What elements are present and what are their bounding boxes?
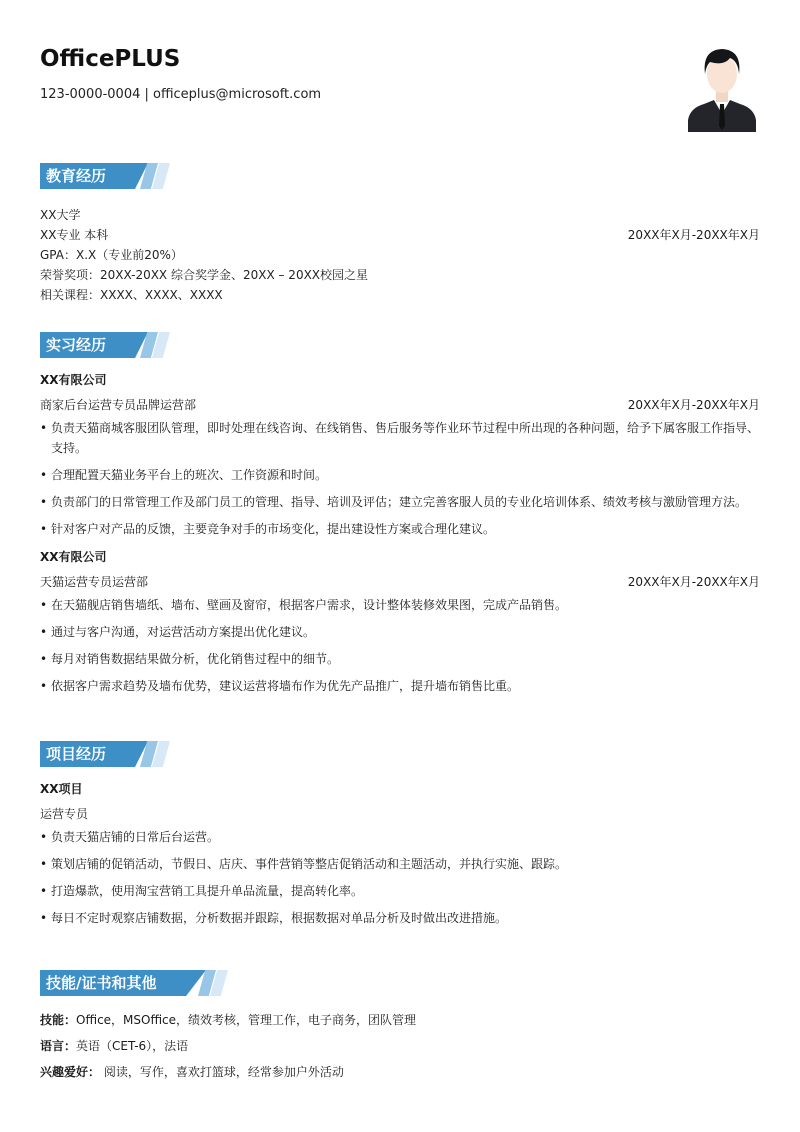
list-item: • 合理配置天猫业务平台上的班次、工作资源和时间。 <box>40 465 760 485</box>
list-item: • 每月对销售数据结果做分析，优化销售过程中的细节。 <box>40 649 760 669</box>
education-major-row <box>40 225 760 245</box>
job-date: 20XX年X月-20XX年X月 <box>627 398 760 412</box>
list-item: • 依据客户需求趋势及墙布优势，建议运营将墙布作为优先产品推广，提升墙布销售比重。 <box>40 676 760 696</box>
project-bullets <box>40 827 760 928</box>
section-header-internship <box>40 332 170 358</box>
gpa: GPA：X.X（专业前20%） <box>40 248 183 262</box>
language-value: 英语（CET-6），法语 <box>76 1039 189 1053</box>
list-item: • 通过与客户沟通，对运营活动方案提出优化建议。 <box>40 622 760 642</box>
avatar-photo <box>688 44 756 132</box>
project-section <box>40 741 760 935</box>
education-section <box>40 163 760 305</box>
internship-title: 实习经历 <box>46 336 107 354</box>
skills-row <box>40 1010 760 1030</box>
job-role: 天猫运营专员运营部 <box>40 575 149 589</box>
job-bullets <box>40 595 760 696</box>
project-title: 项目经历 <box>46 745 107 763</box>
school-name: XX大学 <box>40 208 81 222</box>
language-key: 语言： <box>40 1039 77 1053</box>
job-role-row <box>40 395 760 415</box>
project-name: XX项目 <box>40 782 83 796</box>
major: XX专业 本科 <box>40 228 109 242</box>
list-item: • 负责天猫商城客服团队管理，即时处理在线咨询、在线销售、售后服务等作业环节过程中所出现的各种问题，给予下属客服工作指导、支持。 <box>40 418 760 458</box>
skills-value: Office，MSOffice，绩效考核，管理工作，电子商务，团队管理 <box>76 1013 417 1027</box>
job-company: XX有限公司 <box>40 550 107 564</box>
job-date: 20XX年X月-20XX年X月 <box>627 575 760 589</box>
list-item: • 打造爆款，使用淘宝营销工具提升单品流量，提高转化率。 <box>40 881 760 901</box>
list-item: • 在天猫舰店销售墙纸、墙布、壁画及窗帘，根据客户需求，设计整体装修效果图，完成产品销售。 <box>40 595 760 615</box>
skills-section <box>40 970 760 1088</box>
skills-title: 技能/证书和其他 <box>46 974 157 992</box>
list-item: • 负责部门的日常管理工作及部门员工的管理、指导、培训及评估；建立完善客服人员的专业化培训体系、绩效考核与激励管理方法。 <box>40 492 760 512</box>
hobbies-row <box>40 1062 760 1082</box>
courses: 相关课程：XXXX、XXXX、XXXX <box>40 288 223 302</box>
job-bullets <box>40 418 760 539</box>
job-company: XX有限公司 <box>40 373 107 387</box>
education-title: 教育经历 <box>46 167 107 185</box>
language-row <box>40 1036 760 1056</box>
section-header-skills <box>40 970 230 996</box>
hobbies-key: 兴趣爱好： <box>40 1065 101 1079</box>
job-role: 商家后台运营专员品牌运营部 <box>40 398 197 412</box>
internship-section <box>40 332 760 703</box>
list-item: • 针对客户对产品的反馈，主要竞争对手的市场变化，提出建设性方案或合理化建议。 <box>40 519 760 539</box>
contact-info: 123-0000-0004 | officeplus@microsoft.com <box>40 87 322 102</box>
skills-key: 技能： <box>40 1013 77 1027</box>
job-role-row <box>40 572 760 592</box>
section-header-education <box>40 163 170 189</box>
candidate-name: OfficePLUS <box>40 46 181 72</box>
section-header-project <box>40 741 170 767</box>
honors: 荣誉奖项：20XX-20XX 综合奖学金、20XX – 20XX校园之星 <box>40 268 369 282</box>
hobbies-value: 阅读，写作，喜欢打篮球，经常参加户外活动 <box>100 1065 344 1079</box>
education-date: 20XX年X月-20XX年X月 <box>627 228 760 242</box>
list-item: • 每日不定时观察店铺数据，分析数据并跟踪，根据数据对单品分析及时做出改进措施。 <box>40 908 760 928</box>
project-role: 运营专员 <box>40 807 89 821</box>
list-item: • 策划店铺的促销活动，节假日、店庆、事件营销等整店促销活动和主题活动，并执行实施、跟踪。 <box>40 854 760 874</box>
list-item: • 负责天猫店铺的日常后台运营。 <box>40 827 760 847</box>
